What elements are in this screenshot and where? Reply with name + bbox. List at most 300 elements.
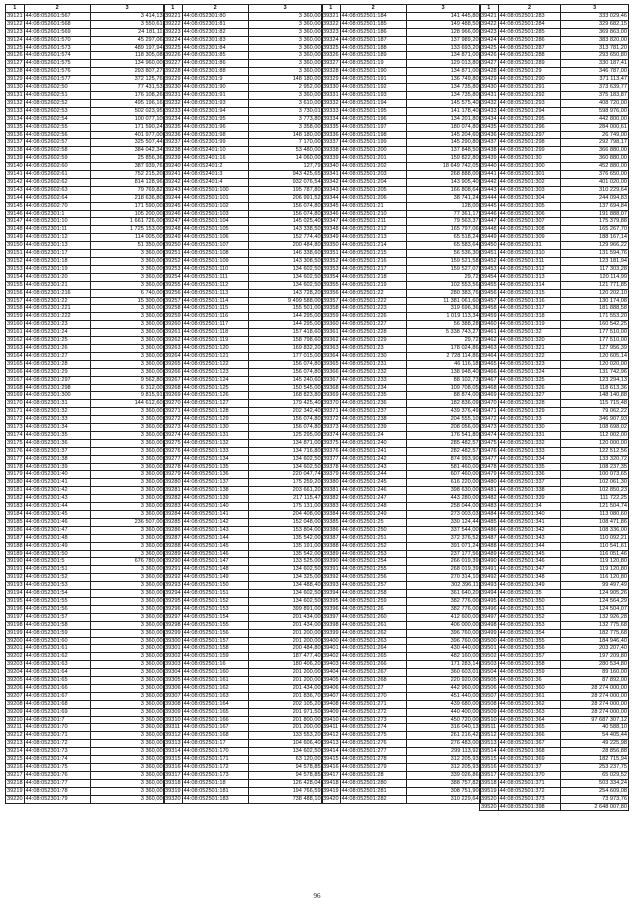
table-row (480, 384, 629, 392)
row-number: 39512 (481, 732, 497, 739)
cadastral-value: 127 956,39 (561, 344, 629, 352)
cadastral-value: 450 720,00 (406, 716, 480, 724)
table-row (164, 392, 323, 400)
row-number: 39192 (7, 574, 23, 581)
row-number: 39125 (7, 44, 23, 51)
header-cell: 3 (248, 5, 322, 13)
cadastral-number: 44:08:052501:245 (340, 479, 406, 487)
cadastral-number: 44:08:052501:216 (340, 258, 406, 266)
row-number: 39272 (165, 416, 181, 423)
cadastral-value: 134 602,50 (248, 590, 322, 598)
cadastral-number: 44:08:052501:22 (340, 289, 406, 297)
cadastral-value: 116 120,80 (561, 574, 629, 582)
cadastral-number: 44:08:052501:206 (340, 194, 406, 202)
table-row (164, 329, 323, 337)
cadastral-value: 3 360,00 (90, 637, 164, 645)
table-row (322, 91, 481, 99)
row-number: 39254 (165, 273, 181, 280)
cadastral-number: 44:08:052501:114 (182, 297, 248, 305)
cadastral-number: 44:08:052501:143 (182, 526, 248, 534)
cadastral-number: 44:08:052301:34 (24, 424, 90, 432)
table-row (480, 447, 629, 455)
cadastral-value: 175 131,00 (248, 503, 322, 511)
cadastral-number: 44:08:052301:58 (24, 621, 90, 629)
row-number: 39240 (165, 163, 181, 170)
table-row (480, 313, 629, 321)
cadastral-number: 44:08:052602:50 (24, 84, 90, 92)
cadastral-value: 452 880,00 (561, 163, 629, 171)
cadastral-number: 44:08:052301:65 (24, 677, 90, 685)
cadastral-value: 442 960,00 (406, 684, 480, 692)
cadastral-number: 44:08:052301:94 (182, 107, 248, 115)
table-row (322, 313, 481, 321)
table-row (480, 511, 629, 519)
cadastral-number: 44:08:052501:112 (182, 281, 248, 289)
row-number: 39409 (323, 708, 339, 715)
cadastral-number: 44:08:052301:41 (24, 479, 90, 487)
cadastral-number: 44:08:052501:277 (340, 748, 406, 756)
cadastral-number: 44:08:052501:329 (498, 408, 561, 416)
table-row (322, 463, 481, 471)
table-row (6, 392, 165, 400)
cadastral-value: 136 749,80 (406, 76, 480, 84)
row-number: 39427 (481, 60, 497, 67)
table-row (322, 495, 481, 503)
cadastral-number: 44:08:052401:16 (182, 155, 248, 163)
cadastral-value: 143 905,40 (406, 178, 480, 186)
cadastral-value: 123 294,13 (561, 376, 629, 384)
cadastral-number: 44:08:052501:309 (498, 234, 561, 242)
table-row (164, 99, 323, 107)
table-row (322, 178, 481, 186)
table-row (6, 534, 165, 542)
cadastral-value: 310 229,64 (406, 795, 480, 803)
row-number: 39468 (481, 384, 497, 391)
table-row (480, 321, 629, 329)
row-number: 39395 (323, 597, 339, 604)
cadastral-number: 44:08:052501:116 (182, 313, 248, 321)
cadastral-value: 369 863,00 (561, 28, 629, 36)
cadastral-value: 156 074,80 (248, 368, 322, 376)
row-number: 39358 (323, 305, 339, 312)
cadastral-value: 169 832,20 (248, 344, 322, 352)
cadastral-number: 44:08:052301:40 (24, 471, 90, 479)
table-row (480, 226, 629, 234)
row-number: 39487 (481, 534, 497, 541)
table-row (6, 297, 165, 305)
cadastral-number: 44:08:052301:62 (24, 653, 90, 661)
row-number: 39327 (323, 60, 339, 67)
table-row (480, 684, 629, 692)
cadastral-number: 44:08:052301:88 (182, 68, 248, 76)
row-number: 39469 (481, 392, 497, 399)
table-row (164, 431, 323, 439)
table-row (164, 787, 323, 795)
cadastral-number: 44:08:052301:60 (24, 637, 90, 645)
row-number: 39458 (481, 305, 497, 312)
cadastral-number: 44:08:052501:265 (340, 653, 406, 661)
table-row (480, 661, 629, 669)
cadastral-value: 145 025,40 (248, 218, 322, 226)
cadastral-number: 44:08:052301:78 (24, 787, 90, 795)
table-row (322, 716, 481, 724)
cadastral-number: 44:08:052501:203 (340, 171, 406, 179)
table-row (480, 400, 629, 408)
header-row (322, 5, 481, 13)
cadastral-number: 44:08:052501:260 (340, 613, 406, 621)
row-number: 39237 (165, 139, 181, 146)
cadastral-value: 175 259,20 (248, 479, 322, 487)
table-row (480, 431, 629, 439)
table-row (164, 352, 323, 360)
cadastral-number: 44:08:052501:295 (498, 115, 561, 123)
cadastral-value: 178 024,86 (406, 344, 480, 352)
cadastral-number: 44:08:052501:186 (340, 28, 406, 36)
cadastral-number: 44:08:052501:253 (340, 550, 406, 558)
cadastral-value: 261 216,42 (406, 732, 480, 740)
cadastral-value: 236 507,00 (90, 518, 164, 526)
cadastral-value: 119 120,80 (561, 558, 629, 566)
cadastral-number: 44:08:052301:56 (24, 605, 90, 613)
row-number: 39342 (323, 178, 339, 185)
cadastral-number: 44:08:052501:305 (498, 202, 561, 210)
cadastral-number: 44:08:052501:108 (182, 250, 248, 258)
cadastral-value: 285 482,57 (406, 439, 480, 447)
cadastral-value: 302 396,11 (406, 582, 480, 590)
cadastral-number: 44:08:052501:240 (340, 439, 406, 447)
cadastral-value: 383 820,00 (561, 36, 629, 44)
cadastral-number: 44:08:052501:105 (182, 226, 248, 234)
cadastral-value: 166 808,64 (406, 186, 480, 194)
table-row (6, 258, 165, 266)
table-row (164, 621, 323, 629)
cadastral-number: 44:08:052501:161 (182, 677, 248, 685)
cadastral-value: 3 360,00 (90, 495, 164, 503)
cadastral-value: 3 360,00 (90, 503, 164, 511)
row-number: 39331 (323, 91, 339, 98)
cadastral-number: 44:08:052301:28 (24, 360, 90, 368)
table-row (322, 756, 481, 764)
row-number: 39129 (7, 76, 23, 83)
cadastral-number: 44:08:052301:50 (24, 550, 90, 558)
row-number: 39328 (323, 68, 339, 75)
row-number: 39133 (7, 107, 23, 114)
cadastral-value: 273 003,03 (406, 511, 480, 519)
table-row (6, 542, 165, 550)
cadastral-value: 3 360,00 (248, 36, 322, 44)
cadastral-value: 88 874,00 (406, 392, 480, 400)
register-block (5, 4, 165, 804)
table-row (480, 455, 629, 463)
table-row (322, 431, 481, 439)
cadastral-number: 44:08:052301:1 (24, 210, 90, 218)
cadastral-number: 44:08:052501:313 (498, 273, 561, 281)
cadastral-number: 44:08:052501:254 (340, 558, 406, 566)
cadastral-value: 28 274 000,00 (561, 692, 629, 700)
table-row (164, 163, 323, 171)
cadastral-value: 100 073,65 (561, 471, 629, 479)
cadastral-value: 3 360,00 (90, 431, 164, 439)
row-number: 39496 (481, 605, 497, 612)
cadastral-value: 292 798,17 (561, 139, 629, 147)
row-number: 39271 (165, 408, 181, 415)
table-row (6, 400, 165, 408)
table-row (6, 629, 165, 637)
cadastral-number: 44:08:052602:62 (24, 178, 90, 186)
cadastral-value: 3 360,00 (90, 613, 164, 621)
cadastral-number: 44:08:052501:194 (340, 99, 406, 107)
cadastral-value: 45 297,06 (90, 36, 164, 44)
table-row (164, 210, 323, 218)
cadastral-value: 308 751,90 (406, 787, 480, 795)
row-number: 39222 (165, 20, 181, 27)
header-cell: 2 (498, 5, 561, 13)
cadastral-number: 44:08:052602:58 (24, 147, 90, 155)
cadastral-value: 346 907,93 (561, 416, 629, 424)
cadastral-number: 44:08:052501:205 (340, 186, 406, 194)
row-number: 39445 (481, 202, 497, 209)
cadastral-value: 3 360,00 (90, 321, 164, 329)
row-number: 39473 (481, 424, 497, 431)
table-row (6, 210, 165, 218)
cadastral-value: 114 005,00 (90, 234, 164, 242)
table-row (164, 653, 323, 661)
cadastral-number: 44:08:052501:160 (182, 669, 248, 677)
row-number: 39340 (323, 163, 339, 170)
cadastral-value: 29,72 (406, 273, 480, 281)
table-row (164, 171, 323, 179)
row-number: 39392 (323, 574, 339, 581)
table-row (322, 637, 481, 645)
table-row (164, 613, 323, 621)
row-number: 39398 (323, 621, 339, 628)
cadastral-value: 176 108,26 (90, 91, 164, 99)
row-number: 39464 (481, 352, 497, 359)
row-number: 39432 (481, 99, 497, 106)
cadastral-value: 184 946,40 (561, 637, 629, 645)
table-row (480, 574, 629, 582)
table-row (6, 613, 165, 621)
cadastral-number: 44:08:052301:42 (24, 487, 90, 495)
row-number: 39325 (323, 44, 339, 51)
cadastral-number: 44:08:052501:34 (498, 503, 561, 511)
cadastral-value: 3 360,00 (248, 91, 322, 99)
cadastral-number: 44:08:052501:133 (182, 447, 248, 455)
row-number: 39311 (165, 724, 181, 731)
cadastral-number: 44:08:052501:293 (498, 99, 561, 107)
table-row (164, 582, 323, 590)
row-number: 39211 (7, 724, 23, 731)
cadastral-value: 495 196,16 (90, 99, 164, 107)
cadastral-number: 44:08:052501:189 (340, 52, 406, 60)
row-number: 39507 (481, 692, 497, 699)
table-row (480, 337, 629, 345)
cadastral-value: 77 431,53 (90, 84, 164, 92)
row-number: 39236 (165, 131, 181, 138)
cadastral-value: 168 823,80 (248, 392, 322, 400)
table-row (480, 487, 629, 495)
row-number: 39457 (481, 297, 497, 304)
row-number: 39437 (481, 139, 497, 146)
table-row (164, 273, 323, 281)
table-row (322, 692, 481, 700)
table-row (164, 84, 323, 92)
cadastral-value: 120 202,10 (561, 289, 629, 297)
cadastral-number: 44:08:052501:163 (182, 692, 248, 700)
row-number: 39173 (7, 424, 23, 431)
cadastral-value: 152 048,00 (248, 518, 322, 526)
cadastral-value: 752 215,20 (90, 171, 164, 179)
cadastral-number: 44:08:052301:81 (182, 20, 248, 28)
table-row (6, 669, 165, 677)
row-number: 39172 (7, 416, 23, 423)
table-row (6, 250, 165, 258)
cadastral-value: 330 124,44 (406, 518, 480, 526)
table-row (164, 574, 323, 582)
row-number: 39480 (481, 479, 497, 486)
table-row (164, 779, 323, 787)
cadastral-value: 171 590,00 (90, 202, 164, 210)
header-cell: 2 (24, 5, 90, 13)
row-number: 39438 (481, 147, 497, 154)
table-row (322, 321, 481, 329)
cadastral-number: 44:08:052501:314 (498, 281, 561, 289)
cadastral-number: 44:08:052301:57 (24, 613, 90, 621)
cadastral-number: 44:08:052501:123 (182, 368, 248, 376)
cadastral-value: 237 177,56 (406, 550, 480, 558)
table-row (322, 265, 481, 273)
cadastral-value: 382 776,00 (406, 597, 480, 605)
table-row (322, 84, 481, 92)
table-row (322, 234, 481, 242)
cadastral-value: 3 360,00 (90, 344, 164, 352)
cadastral-number: 44:08:052501:238 (340, 416, 406, 424)
register-block (321, 4, 481, 804)
cadastral-value: 134 602,50 (248, 566, 322, 574)
table-row (480, 779, 629, 787)
cadastral-value: 201 200,00 (248, 677, 322, 685)
row-number: 39132 (7, 99, 23, 106)
table-row (6, 91, 165, 99)
table-row (322, 368, 481, 376)
cadastral-number: 44:08:052501:322 (498, 352, 561, 360)
table-row (322, 337, 481, 345)
table-row (164, 795, 323, 803)
table-row (480, 795, 629, 803)
row-number: 39209 (7, 708, 23, 715)
cadastral-value: 158 798,60 (248, 337, 322, 345)
row-number: 39354 (323, 273, 339, 280)
cadastral-value: 3 358,00 (248, 123, 322, 131)
cadastral-value: 266 019,39 (406, 558, 480, 566)
row-number: 39476 (481, 447, 497, 454)
cadastral-number: 44:08:052501:149 (182, 574, 248, 582)
table-row (164, 597, 323, 605)
cadastral-number: 44:08:052301:39 (24, 463, 90, 471)
table-row (164, 558, 323, 566)
row-number: 39402 (323, 653, 339, 660)
cadastral-value: 165 797,06 (406, 226, 480, 234)
row-number: 39374 (323, 431, 339, 438)
table-row (164, 258, 323, 266)
table-row (6, 424, 165, 432)
cadastral-number: 44:08:052501:300 (498, 163, 561, 171)
cadastral-number: 44:08:052501:312 (498, 265, 561, 273)
cadastral-number: 44:08:052501:36 (498, 677, 561, 685)
cadastral-value: 18 649 742,05 (406, 163, 480, 171)
cadastral-number: 44:08:052501:183 (182, 795, 248, 803)
row-number: 39136 (7, 131, 23, 138)
cadastral-number: 44:08:052501:222 (340, 297, 406, 305)
row-number: 39401 (323, 645, 339, 652)
cadastral-value: 293 650,80 (561, 52, 629, 60)
table-row (6, 44, 165, 52)
table-row (164, 716, 323, 724)
table-row (322, 305, 481, 313)
table-row (164, 281, 323, 289)
cadastral-value: 89 160,00 (561, 669, 629, 677)
cadastral-number: 44:08:052501:127 (182, 400, 248, 408)
table-row (480, 265, 629, 273)
cadastral-number: 44:08:052501:136 (182, 471, 248, 479)
cadastral-value: 3 360,00 (90, 542, 164, 550)
table-row (480, 44, 629, 52)
cadastral-number: 44:08:052501:328 (498, 400, 561, 408)
cadastral-value: 3 360,00 (90, 748, 164, 756)
table-row (480, 368, 629, 376)
row-number: 39203 (7, 661, 23, 668)
row-number: 39420 (323, 795, 339, 802)
table-row (322, 107, 481, 115)
cadastral-value: 77 361,17 (406, 210, 480, 218)
cadastral-number: 44:08:052301:9 (182, 76, 248, 84)
cadastral-number: 44:08:052501:341 (498, 518, 561, 526)
row-number: 39276 (165, 447, 181, 454)
cadastral-number: 44:08:052501:281 (340, 787, 406, 795)
table-row (6, 645, 165, 653)
cadastral-value: 156 074,80 (248, 360, 322, 368)
row-number: 39143 (7, 186, 23, 193)
cadastral-number: 44:08:052501:302 (498, 178, 561, 186)
table-row (6, 202, 165, 210)
row-number: 39472 (481, 416, 497, 423)
table-row (322, 787, 481, 795)
cadastral-number: 44:08:052301:300 (24, 392, 90, 400)
row-number: 39186 (7, 526, 23, 533)
cadastral-value: 124 504,07 (561, 605, 629, 613)
cadastral-number: 44:08:052501:287 (498, 44, 561, 52)
table-row (322, 518, 481, 526)
row-number: 39518 (481, 779, 497, 786)
cadastral-number: 44:08:052501:226 (340, 313, 406, 321)
row-number: 39336 (323, 131, 339, 138)
cadastral-number: 44:08:052501:251 (340, 534, 406, 542)
table-row (164, 408, 323, 416)
row-number: 39146 (7, 210, 23, 217)
row-number: 39162 (7, 337, 23, 344)
cadastral-number: 44:08:052501:193 (340, 91, 406, 99)
table-row (322, 455, 481, 463)
cadastral-value: 373 639,77 (561, 84, 629, 92)
row-number: 39247 (165, 218, 181, 225)
cadastral-number: 44:08:052301:19 (24, 265, 90, 273)
row-number: 39251 (165, 250, 181, 257)
row-number: 39278 (165, 463, 181, 470)
row-number: 39187 (7, 534, 23, 541)
cadastral-value: 135 191,00 (248, 542, 322, 550)
cadastral-value: 3 360,00 (90, 692, 164, 700)
table-row (480, 36, 629, 44)
